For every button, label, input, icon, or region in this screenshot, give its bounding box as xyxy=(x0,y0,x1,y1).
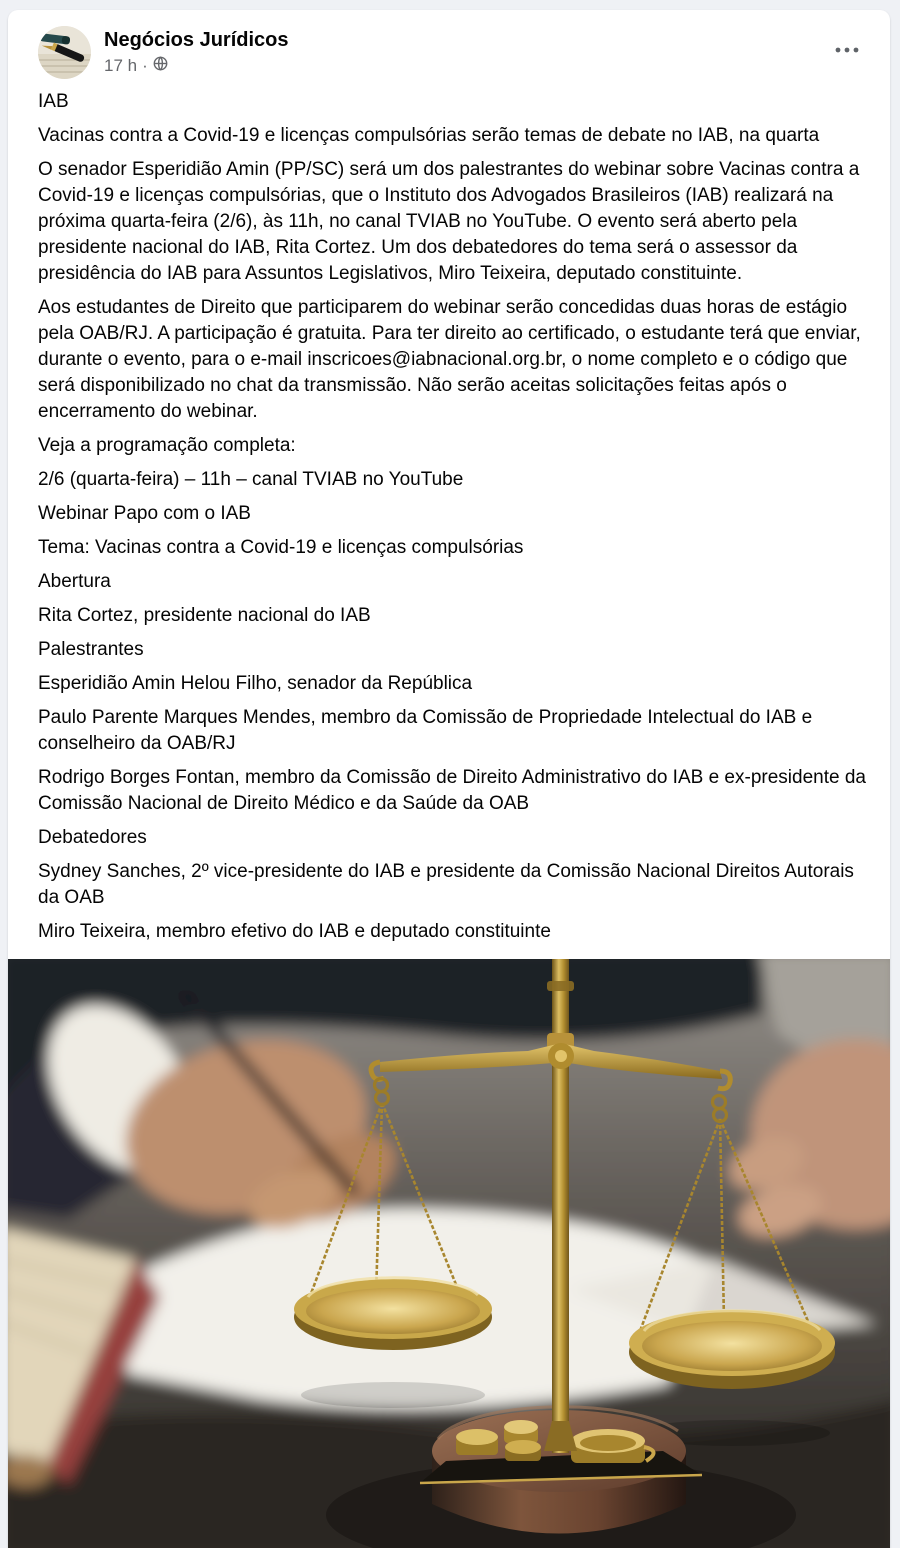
post-header-info xyxy=(104,26,289,76)
post-paragraph: Rita Cortez, presidente nacional do IAB xyxy=(38,605,371,626)
post-paragraph: Tema: Vacinas contra a Covid-19 e licenças compulsórias xyxy=(38,537,524,558)
post-paragraph: Esperidião Amin Helou Filho, senador da República xyxy=(38,673,473,694)
post-paragraph: Palestrantes xyxy=(38,639,144,660)
post-meta[interactable] xyxy=(104,55,289,76)
post-paragraph: Aos estudantes de Direito que participarem do webinar serão concedidas duas horas de estágio pela OAB/RJ. A participação é gratuita. Para ter direito ao certificado, o estudante terá que enviar, durante o evento, para o e-mail inscricoes@iabnacional.org.br, o nome completo e o código que será disponibilizado no chat da transmissão. Não serão aceitas solicitações feitas após o encerramento do webinar. xyxy=(38,297,861,422)
post-paragraph: Webinar Papo com o IAB xyxy=(38,503,251,524)
post-menu-button[interactable] xyxy=(826,34,868,65)
post-timestamp[interactable]: 17 h xyxy=(104,55,138,75)
post-paragraph: Abertura xyxy=(38,571,111,592)
meta-separator: · xyxy=(142,55,148,75)
globe-icon xyxy=(153,56,168,76)
post-paragraph: Veja a programação completa: xyxy=(38,435,296,456)
page-avatar[interactable] xyxy=(38,26,91,79)
post-paragraph: Sydney Sanches, 2º vice-presidente do IAB e presidente da Comissão Nacional Direitos Autorais da OAB xyxy=(38,861,854,908)
post-header xyxy=(8,10,890,87)
post-paragraph: 2/6 (quarta-feira) – 11h – canal TVIAB no YouTube xyxy=(38,469,464,490)
post-photo[interactable] xyxy=(8,959,890,1548)
post-paragraph: IAB xyxy=(38,91,69,112)
page-name-link[interactable]: Negócios Jurídicos xyxy=(104,29,289,51)
post-paragraph: Miro Teixeira, membro efetivo do IAB e deputado constituinte xyxy=(38,921,551,942)
post-paragraph: Rodrigo Borges Fontan, membro da Comissão de Direito Administrativo do IAB e ex-presidente da Comissão Nacional de Direito Médico e da Saúde da OAB xyxy=(38,767,866,814)
post-paragraph: O senador Esperidião Amin (PP/SC) será um dos palestrantes do webinar sobre Vacinas contra a Covid-19 e licenças compulsórias, que o Instituto dos Advogados Brasileiros (IAB) realizará na próxima quarta-feira (2/6), às 11h, no canal TVIAB no YouTube. O evento será aberto pela presidente nacional do IAB, Rita Cortez. Um dos debatedores do tema será o assessor da presidência do IAB para Assuntos Legislativos, Miro Teixeira, deputado constituinte. xyxy=(38,159,860,284)
fountain-pens-on-paper-icon xyxy=(38,26,91,79)
post-text xyxy=(8,87,890,959)
post-paragraph: Vacinas contra a Covid-19 e licenças compulsórias serão temas de debate no IAB, na quarta xyxy=(38,125,820,146)
facebook-post-card xyxy=(8,10,890,1548)
post-paragraph: Paulo Parente Marques Mendes, membro da Comissão de Propriedade Intelectual do IAB e conselheiro da OAB/RJ xyxy=(38,707,813,754)
scales-of-justice-photo xyxy=(8,959,890,1548)
post-paragraph: Debatedores xyxy=(38,827,147,848)
ellipsis-icon xyxy=(834,46,860,54)
